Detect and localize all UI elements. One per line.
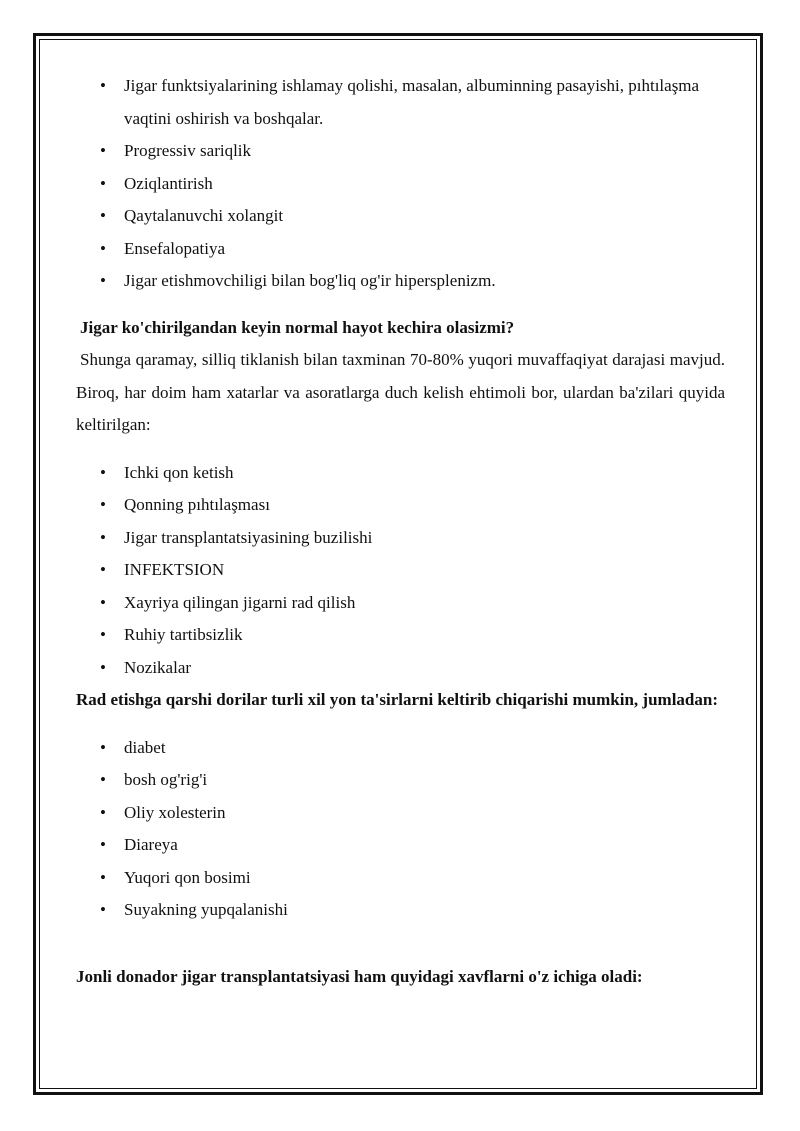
- list-item: • Oliy xolesterin: [76, 797, 725, 830]
- body-paragraph: Shunga qaramay, silliq tiklanish bilan taxminan 70-80% yuqori muvaffaqiyat darajasi mavjud. Biroq, har doim ham xatarlar va asoratlarga duch kelish ehtimoli bor, ulardan ba'zilari quyida keltirilgan:: [76, 350, 725, 434]
- document-body: [76, 70, 725, 993]
- section-heading: Jonli donador jigar transplantatsiyasi ham quyidagi xavflarni o'z ichiga oladi:: [76, 966, 643, 986]
- list-item: • INFEKTSION: [76, 554, 725, 587]
- list-item: • Jigar etishmovchiligi bilan bog'liq og'ir hipersplenizm.: [76, 265, 725, 298]
- list-item: • Qaytalanuvchi xolangit: [76, 200, 725, 233]
- list-item: • bosh og'rig'i: [76, 764, 725, 797]
- side-effects-list: [76, 732, 725, 927]
- list-item: • Suyakning yupqalanishi: [76, 894, 725, 927]
- risks-list: [76, 457, 725, 685]
- section-heading: Jigar ko'chirilgandan keyin normal hayot kechira olasizmi?: [80, 317, 515, 337]
- list-item: • Ichki qon ketish: [76, 457, 725, 490]
- list-item: • Jigar transplantatsiyasining buzilishi: [76, 522, 725, 555]
- list-item: • Qonning pıhtılaşması: [76, 489, 725, 522]
- list-item: • Jigar funktsiyalarining ishlamay qolishi, masalan, albuminning pasayishi, pıhtılaşma vaqtini oshirish va boshqalar.: [76, 70, 725, 135]
- indications-list: [76, 70, 725, 298]
- list-item: • Progressiv sariqlik: [76, 135, 725, 168]
- list-item: • Yuqori qon bosimi: [76, 862, 725, 895]
- list-item: • Xayriya qilingan jigarni rad qilish: [76, 587, 725, 620]
- list-item: • Nozikalar: [76, 652, 725, 685]
- list-item: • Oziqlantirish: [76, 168, 725, 201]
- list-item: • diabet: [76, 732, 725, 765]
- side-effects-intro: Rad etishga qarshi dorilar turli xil yon ta'sirlarni keltirib chiqarishi mumkin, jumladan:: [76, 690, 718, 709]
- list-item: • Ensefalopatiya: [76, 233, 725, 266]
- list-item: • Diareya: [76, 829, 725, 862]
- list-item: • Ruhiy tartibsizlik: [76, 619, 725, 652]
